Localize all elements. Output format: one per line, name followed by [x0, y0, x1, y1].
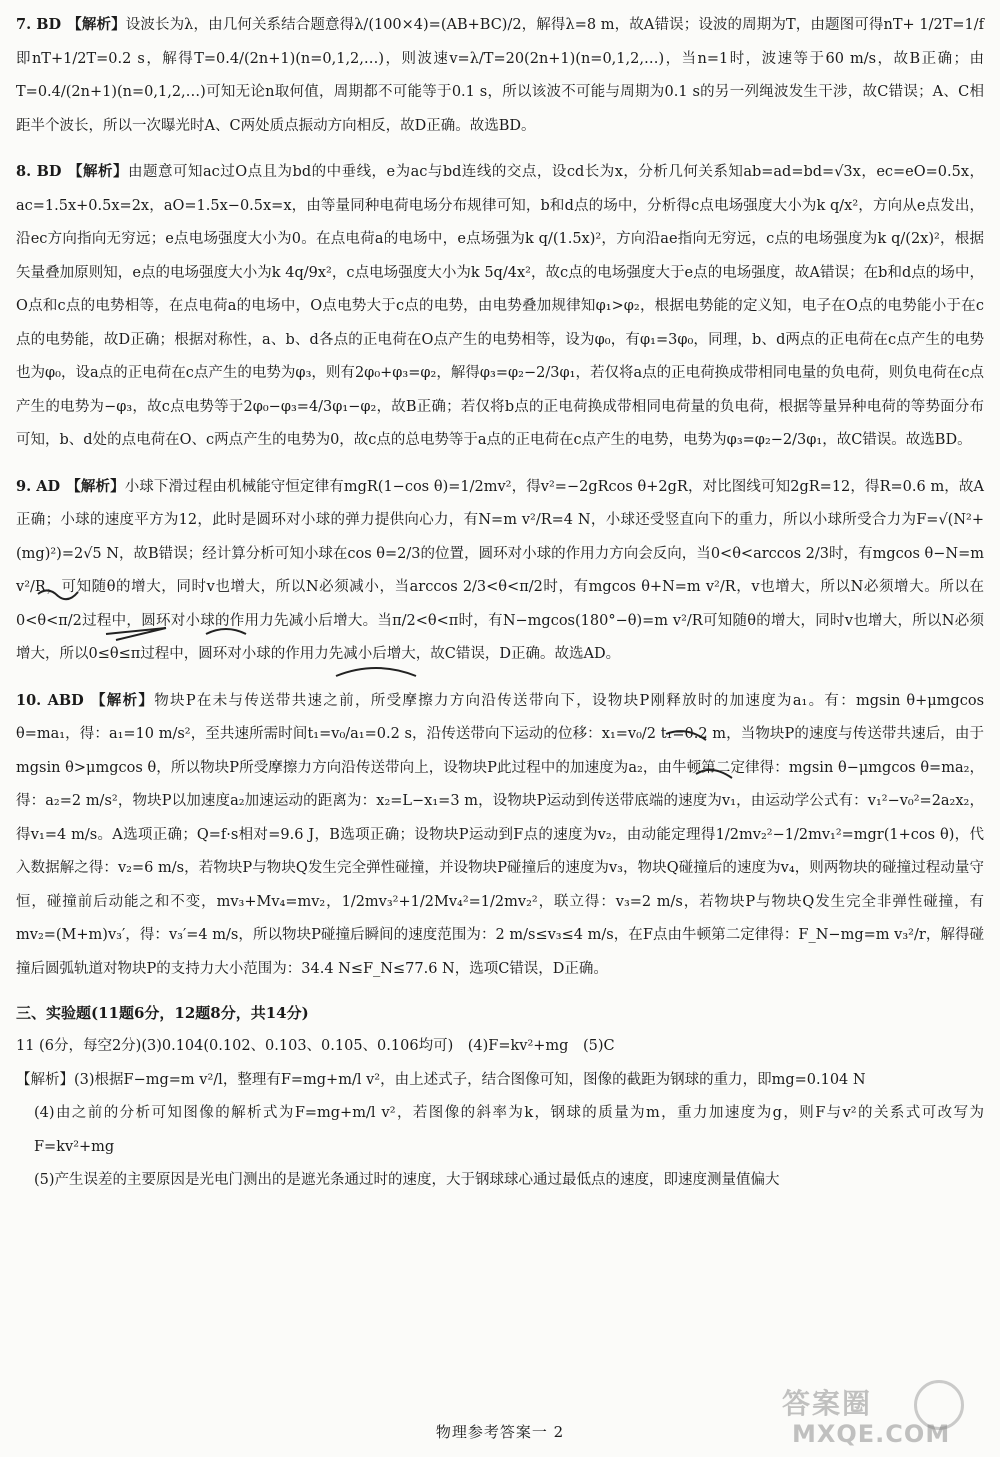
analysis-tag: 【解析】: [89, 691, 155, 709]
answer-item-10: [16, 684, 984, 987]
watermark-en: MXQE.COM: [792, 1420, 951, 1448]
answer-item-7: [16, 8, 984, 143]
watermark-logo: [782, 1380, 982, 1446]
answer-item-11: [16, 1030, 984, 1198]
item-11-head: 11 (6分，每空2分)(3)0.104(0.102、0.103、0.105、0.106均可) (4)F=kv²+mg (5)C: [16, 1038, 615, 1054]
item-11-analysis-3: 【解析】(3)根据F−mg=m v²/l，整理有F=mg+m/l v²，由上述式子，结合图像可知，图像的截距为钢球的重力，即mg=0.104 N: [16, 1071, 866, 1088]
item-number: 7. BD: [16, 16, 62, 33]
answer-content: [16, 8, 984, 1210]
item-number: 10. ABD: [16, 691, 84, 709]
item-number: 8. BD: [16, 163, 62, 180]
answer-item-8: [16, 155, 984, 458]
analysis-tag: 【解析】: [67, 16, 126, 33]
item-text: 小球下滑过程由机械能守恒定律有mgR(1−cos θ)=1/2mv²，得v²=−2gRcos θ+2gR，对比图线可知2gR=12，得R=0.6 m，故A正确；小球的速度平方为12，此时是圆环对小球的弹力提供向心力，有N=m v²/R=4 N，小球还受竖直向下的重力，所以小球所受合力为F=√(N²+(mg)²)=2√5 N，故B错误；经计算分析可知小球在cos θ=2/3的位置，圆环对小球的作用力方向会反向，当0<θ<arccos 2/3时，有mgcos θ−N=m v²/R，可知随θ的增大，同时v也增大，所以N必须减小，当arccos 2/3<θ<π/2时，有mgcos θ+N=m v²/R，v也增大，所以N必须增大。所以在0<θ<π/2过程中，圆环对小球的作用力先减小后增大。当π/2<θ<π时，有N−mgcos(180°−θ)=m v²/R可知随θ的增大，同时v也增大，所以N必须增大，所以0≤θ≤π过程中，圆环对小球的作用力先减小后增大，故C错误，D正确。故选AD。: [16, 478, 985, 662]
analysis-tag: 【解析】: [67, 163, 128, 180]
section-3-title: 三、实验题(11题6分，12题8分，共14分): [16, 1004, 309, 1022]
watermark-cn: 答案圈: [782, 1387, 873, 1420]
item-text: 由题意可知ac过O点且为bd的中垂线，e为ac与bd连线的交点，设cd长为x，分析几何关系知ab=ad=bd=√3x，ec=eO=0.5x，ac=1.5x+0.5x=2x，aO=1.5x−0.5x=x，由等量同种电荷电场分布规律可知，b和d点的场中，分析得c点电场强度大小为k q/x²，方向从e点发出，沿ec方向指向无穷远；e点电场强度大小为0。在点电荷a的电场中，e点场强为k q/(1.5x)²，方向沿ae指向无穷远，c点的电场强度为k q/(2x)²，根据矢量叠加原则知，e点的电场强度大小为k 4q/9x²，c点电场强度大小为k 5q/4x²，故c点的电场强度大于e点的电场强度，故A错误；在b和d点的场中，O点和c点的电势相等，在点电荷a的电场中，O点电势大于c点的电势，由电势叠加规律知φ₁>φ₂，根据电势能的定义知，电子在O点的电势能小于在c点的电势能，故D正确；根据对称性，a、b、d各点的正电荷在O点产生的电势相等，设为φ₀，有φ₁=3φ₀，同理，b、d两点的正电荷在c点产生的电势也为φ₀，设a点的正电荷在c点产生的电势为φ₃，则有2φ₀+φ₃=φ₂，解得φ₃=φ₂−2/3φ₁，若仅将a点的正电荷换成带相同电量的负电荷，则负电荷在c点产生的电势为−φ₃，故c点电势等于2φ₀−φ₃=4/3φ₁−φ₂，故B正确；若仅将b点的正电荷换成带相同电荷量的负电荷，根据等量异种电荷的等势面分布可知，b、d处的点电荷在O、c两点产生的电势为0，故c点的总电势等于a点的正电荷在c点产生的电势，电势为φ₃=φ₂−2/3φ₁，故C错误。故选BD。: [16, 164, 985, 448]
answer-item-9: [16, 470, 984, 672]
item-11-analysis-5: (5)产生误差的主要原因是光电门测出的是遮光条通过时的速度，大于钢球球心通过最低点的速度，即速度测量值偏大: [34, 1172, 780, 1188]
page-footer: 物理参考答案一 2: [435, 1423, 565, 1441]
item-number: 9. AD: [16, 477, 61, 495]
item-text: 设波长为λ，由几何关系结合题意得λ/(100×4)=(AB+BC)/2，解得λ=8 m，故A错误；设波的周期为T，由题图可得nT+ 1/2T=1/f 即nT+1/2T=0.2 s，解得T=0.4/(2n+1)(n=0,1,2,…)，则波速v=λ/T=20(2n+1)(n=0,1,2,…)，当n=1时，波速等于60 m/s，故B正确；由T=0.4/(2n+1)(n=0,1,2,…)可知无论n取何值，周期都不可能等于0.1 s，所以该波不可能与周期为0.1 s的另一列绳波发生干涉，故C错误；A、C相距半个波长，所以一次曝光时A、C两处质点振动方向相反，故D正确。故选BD。: [16, 17, 985, 134]
item-11-analysis-4: (4)由之前的分析可知图像的解析式为F=mg+m/l v²，若图像的斜率为k，钢球的质量为m，重力加速度为g，则F与v²的关系式可改写为F=kv²+mg: [34, 1105, 984, 1155]
analysis-tag: 【解析】: [66, 477, 125, 495]
item-text: 物块P在未与传送带共速之前，所受摩擦力方向沿传送带向下，设物块P刚释放时的加速度为a₁。有：mgsin θ+μmgcos θ=ma₁，得：a₁=10 m/s²，至共速所需时间t₁=v₀/a₁=0.2 s，沿传送带向下运动的位移：x₁=v₀/2 t₁=0.2 m，当物块P的速度与传送带共速后，由于mgsin θ>μmgcos θ，所以物块P所受摩擦力方向沿传送带向上，设物块P此过程中的加速度为a₂，由牛顿第二定律得：mgsin θ−μmgcos θ=ma₂，得：a₂=2 m/s²，物块P以加速度a₂加速运动的距离为：x₂=L−x₁=3 m，设物块P运动到传送带底端的速度为v₁，由运动学公式有：v₁²−v₀²=2a₂x₂，得v₁=4 m/s。A选项正确；Q=f·s相对=9.6 J，B选项正确；设物块P运动到F点的速度为v₂，由动能定理得1/2mv₂²−1/2mv₁²=mgr(1+cos θ)，代入数据解之得：v₂=6 m/s，若物块P与物块Q发生完全弹性碰撞，并设物块P碰撞后的速度为v₃，物块Q碰撞后的速度为v₄，则两物块的碰撞过程动量守恒，碰撞前后动能之和不变，mv₃+Mv₄=mv₂，1/2mv₃²+1/2Mv₄²=1/2mv₂²，联立得：v₃=2 m/s，若物块P与物块Q发生完全非弹性碰撞，有mv₂=(M+m)v₃′，得：v₃′=4 m/s，所以物块P碰撞后瞬间的速度范围为：2 m/s≤v₃≤4 m/s，在F点由牛顿第二定律得：F_N−mg=m v₃²/r，解得碰撞后圆弧轨道对物块P的支持力大小范围为：34.4 N≤F_N≤77.6 N，选项C错误，D正确。: [16, 692, 985, 977]
